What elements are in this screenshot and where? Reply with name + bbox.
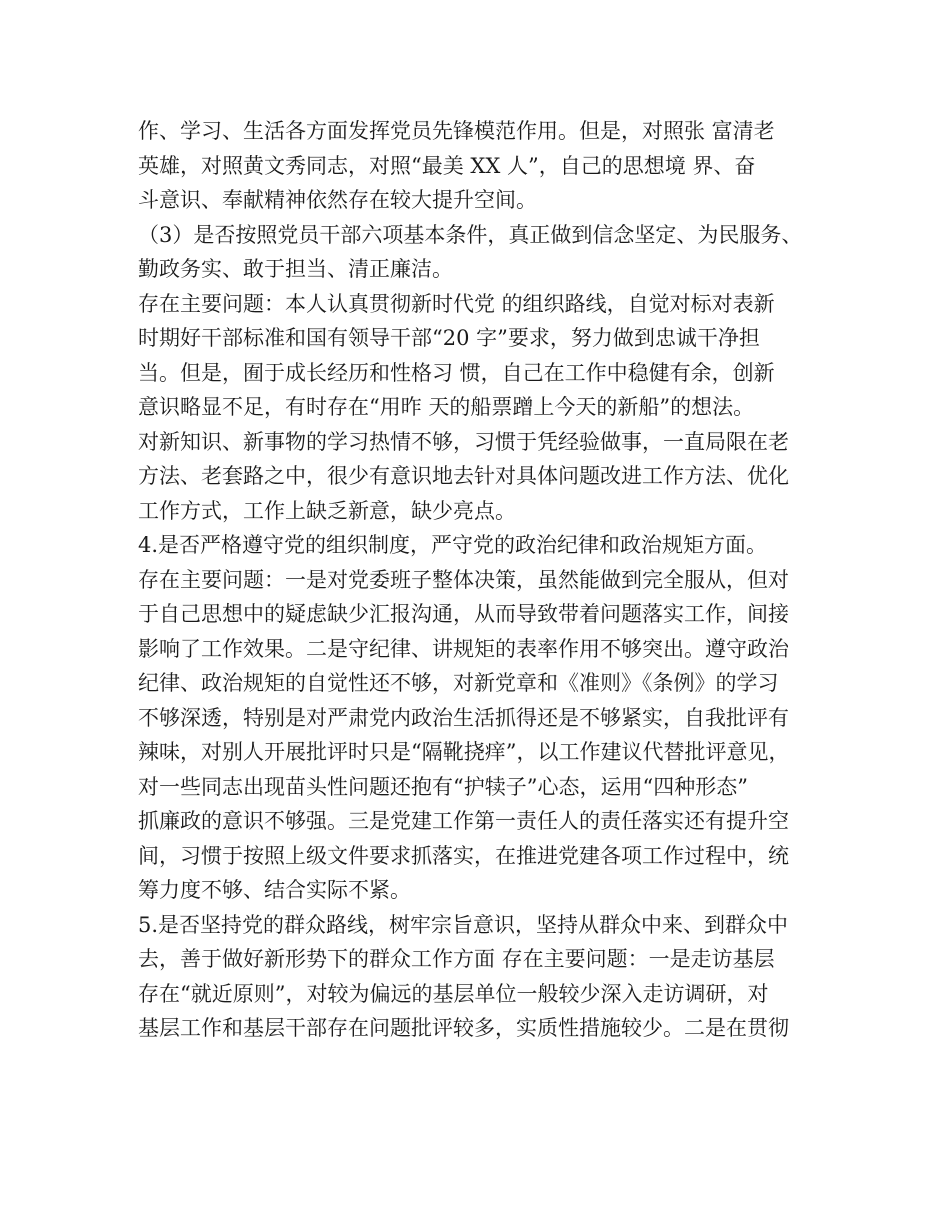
text-line: （3）是否按照党员干部六项基本条件，真正做到信念坚定、为民服务、 [138, 222, 803, 247]
text-line: 意识略显不足，有时存在“用昨 天的船票蹭上今天的新船”的想法。 [138, 395, 755, 419]
text-line: 纪律、政治规矩的自觉性还不够，对新党章和《准则》《条例》的学习 [138, 671, 779, 695]
text-line: 存在主要问题：一是对党委班子整体决策，虽然能做到完全服从，但对 [138, 567, 789, 592]
text-line: 方法、老套路之中，很少有意识地去针对具体问题改进工作方法、优化 [138, 464, 789, 488]
text-line: 于自己思想中的疑虑缺少汇报沟通，从而导致带着问题落实工作，间接 [138, 602, 789, 626]
text-line: 存在“就近原则”，对较为偏远的基层单位一般较少深入走访调研，对 [138, 981, 769, 1006]
text-line: 筹力度不够、结合实际不紧。 [138, 878, 411, 902]
section-heading: 5.是否坚持党的群众路线，树牢宗旨意识，坚持从群众中来、到群众中 [138, 912, 789, 937]
text-line: 当。但是，囿于成长经历和性格习 惯，自己在工作中稳健有余，创新 [138, 360, 775, 385]
text-line: 作、学习、生活各方面发挥党员先锋模范作用。但是，对照张 富清老 [138, 119, 775, 143]
text-line: 对一些同志出现苗头性问题还抱有“护犊子”心态，运用“四种形态” [138, 774, 748, 799]
section-heading: 4.是否严格遵守党的组织制度，严守党的政治纪律和政治规矩方面。 [138, 533, 768, 557]
text-line: 勤政务实、敢于担当、清正廉洁。 [138, 257, 453, 281]
text-line: 存在主要问题：本人认真贯彻新时代党 的组织路线，自觉对标对表新 [138, 291, 775, 316]
text-line: 不够深透，特别是对严肃党内政治生活抓得还是不够紧实，自我批评有 [138, 705, 789, 730]
text-line: 抓廉政的意识不够强。三是党建工作第一责任人的责任落实还有提升空 [138, 809, 789, 833]
text-line: 影响了工作效果。二是守纪律、讲规矩的表率作用不够突出。遵守政治 [138, 636, 789, 661]
text-line: 英雄，对照黄文秀同志，对照“最美 XX 人”，自己的思想境 界、奋 [138, 153, 756, 178]
text-line: 工作方式，工作上缺乏新意，缺少亮点。 [138, 498, 516, 523]
document-body [138, 114, 838, 1046]
text-line: 对新知识、新事物的学习热情不够，习惯于凭经验做事，一直局限在老 [138, 429, 789, 454]
text-line: 去，善于做好新形势下的群众工作方面 存在主要问题：一是走访基层 [138, 947, 775, 971]
text-line: 斗意识、奉献精神依然存在较大提升空间。 [138, 188, 537, 212]
text-line: 辣味，对别人开展批评时只是“隔靴挠痒”，以工作建议代替批评意见， [138, 740, 790, 764]
text-line: 时期好干部标准和国有领导干部“20 字”要求，努力做到忠诚干净担 [138, 326, 760, 350]
text-line: 间，习惯于按照上级文件要求抓落实，在推进党建各项工作过程中，统 [138, 843, 789, 868]
text-line: 基层工作和基层干部存在问题批评较多，实质性措施较少。二是在贯彻 [138, 1016, 789, 1040]
